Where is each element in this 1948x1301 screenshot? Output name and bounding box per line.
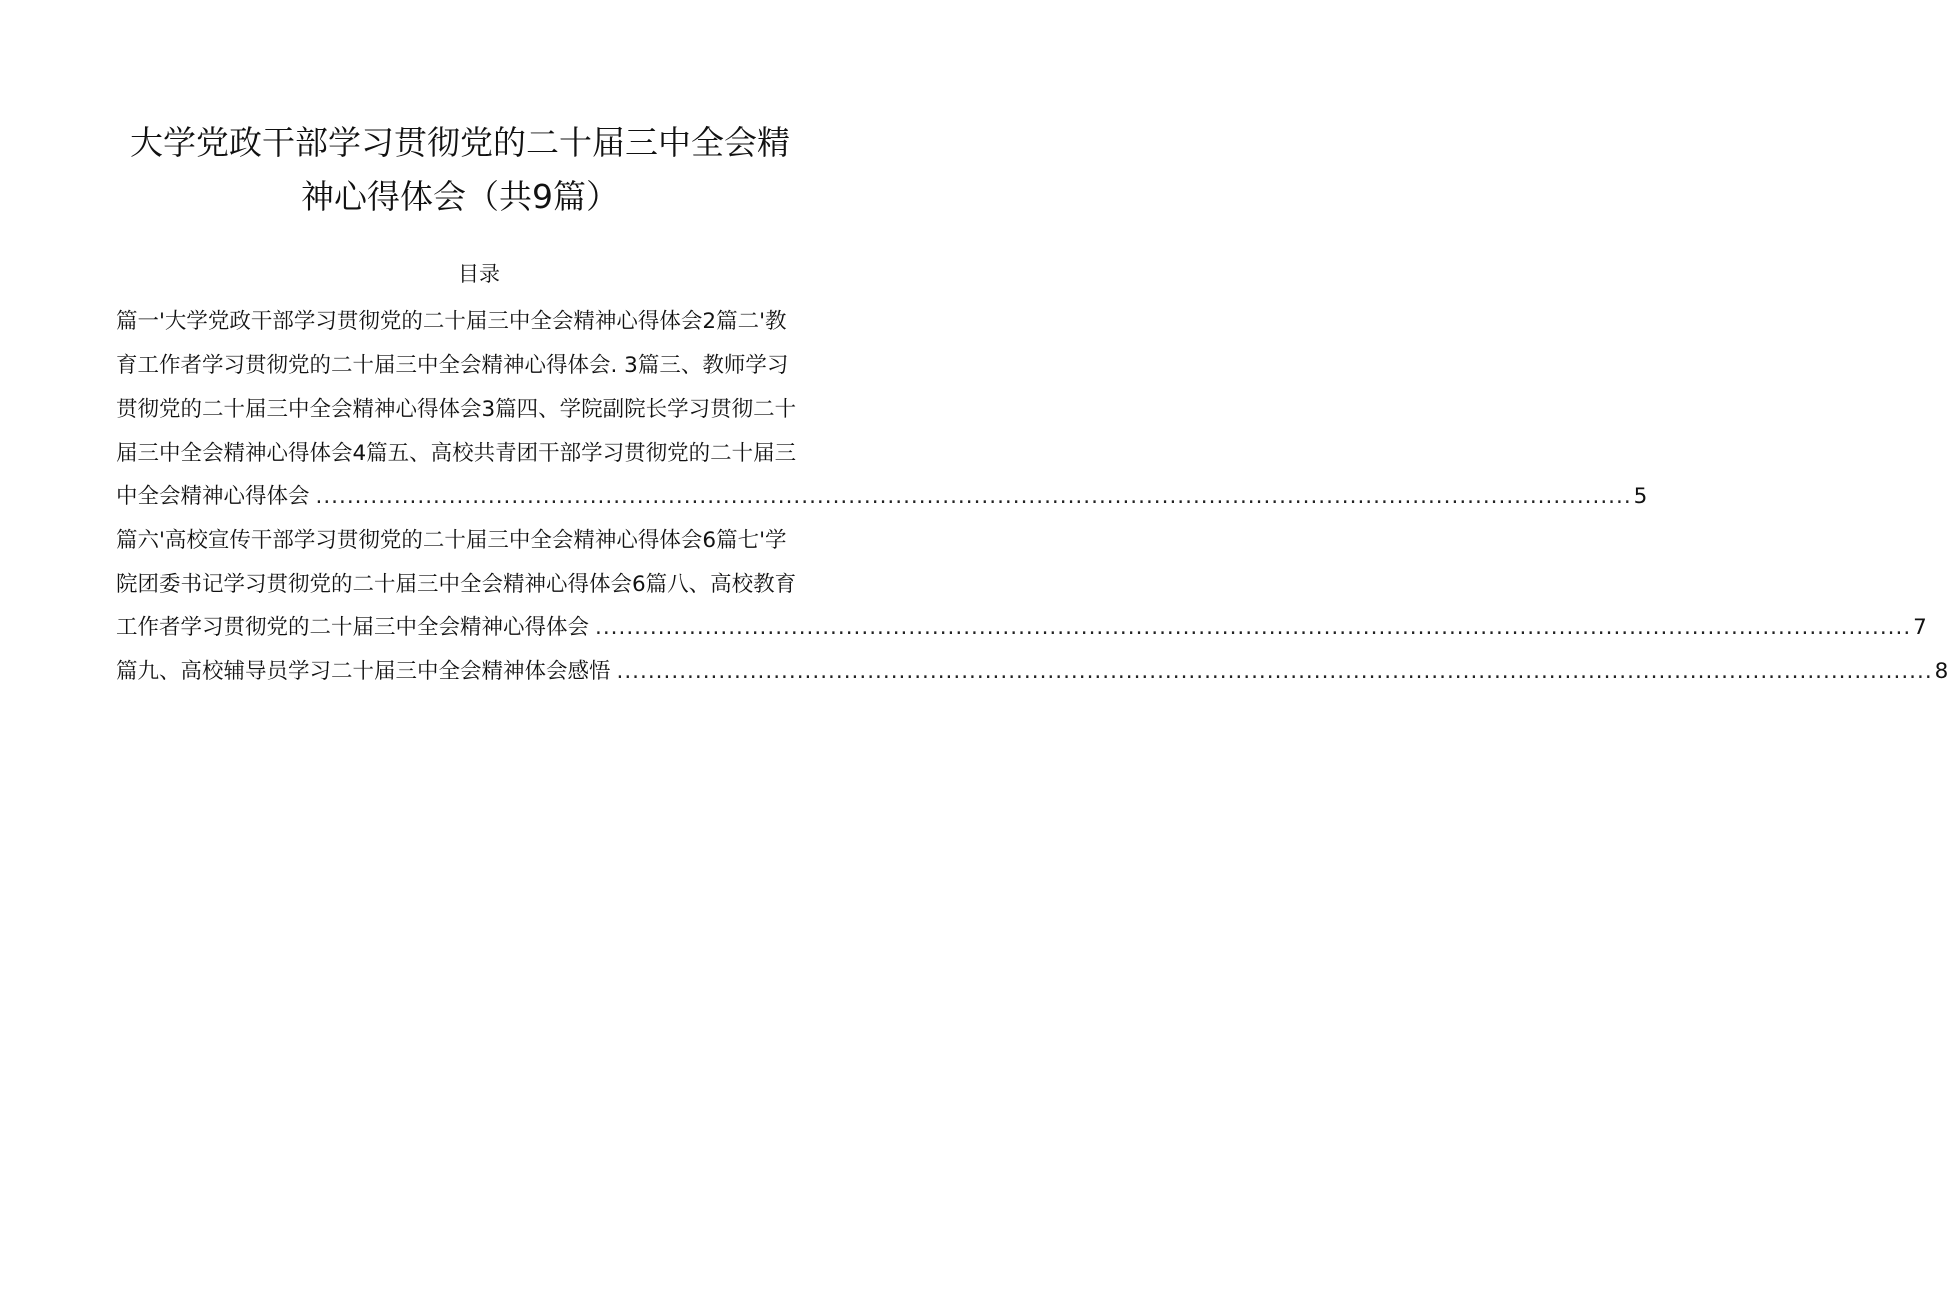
toc-text: 中全会精神心得体会 (116, 484, 310, 509)
toc-page-number: 8 (1934, 659, 1948, 684)
toc-dot-leader: ........................................................................................................................................................................ (595, 615, 1912, 640)
toc-line-with-page[interactable] (116, 608, 1927, 648)
toc-page-number: 5 (1633, 484, 1648, 509)
toc-line[interactable] (116, 390, 836, 430)
toc-text: 贯彻党的二十届三中全会精神心得体会3篇四、学院副院长学习贯彻二十 (116, 397, 797, 422)
toc-text: 篇一'大学党政干部学习贯彻党的二十届三中全会精神心得体会2篇二'教 (116, 309, 787, 334)
toc-text: 届三中全会精神心得体会4篇五、高校共青团干部学习贯彻党的二十届三 (116, 441, 797, 466)
toc-line[interactable] (116, 521, 836, 561)
toc-line-with-page[interactable] (116, 652, 1948, 692)
document-title-line-2: 神心得体会（共9篇） (301, 177, 619, 216)
toc-text: 育工作者学习贯彻党的二十届三中全会精神心得体会. 3篇三、教师学习 (116, 353, 789, 378)
toc-dot-leader: ........................................................................................................................................................................ (315, 484, 1632, 509)
toc-line-with-page[interactable] (116, 477, 1648, 517)
toc-dot-leader: ........................................................................................................................................................................ (616, 659, 1933, 684)
toc-line[interactable] (116, 434, 836, 474)
toc-heading: 目录 (458, 262, 500, 286)
toc-line[interactable] (116, 302, 836, 342)
toc-page-number: 7 (1913, 615, 1927, 640)
toc-text: 篇九、高校辅导员学习二十届三中全会精神体会感悟 (116, 659, 611, 684)
toc-line[interactable] (116, 346, 836, 386)
toc-line[interactable] (116, 565, 836, 605)
toc-text: 工作者学习贯彻党的二十届三中全会精神心得体会 (116, 615, 590, 640)
document-title-line-1: 大学党政干部学习贯彻党的二十届三中全会精 (130, 123, 790, 162)
toc-text: 院团委书记学习贯彻党的二十届三中全会精神心得体会6篇八、高校教育 (116, 572, 797, 597)
toc-text: 篇六'高校宣传干部学习贯彻党的二十届三中全会精神心得体会6篇七'学 (116, 528, 787, 553)
